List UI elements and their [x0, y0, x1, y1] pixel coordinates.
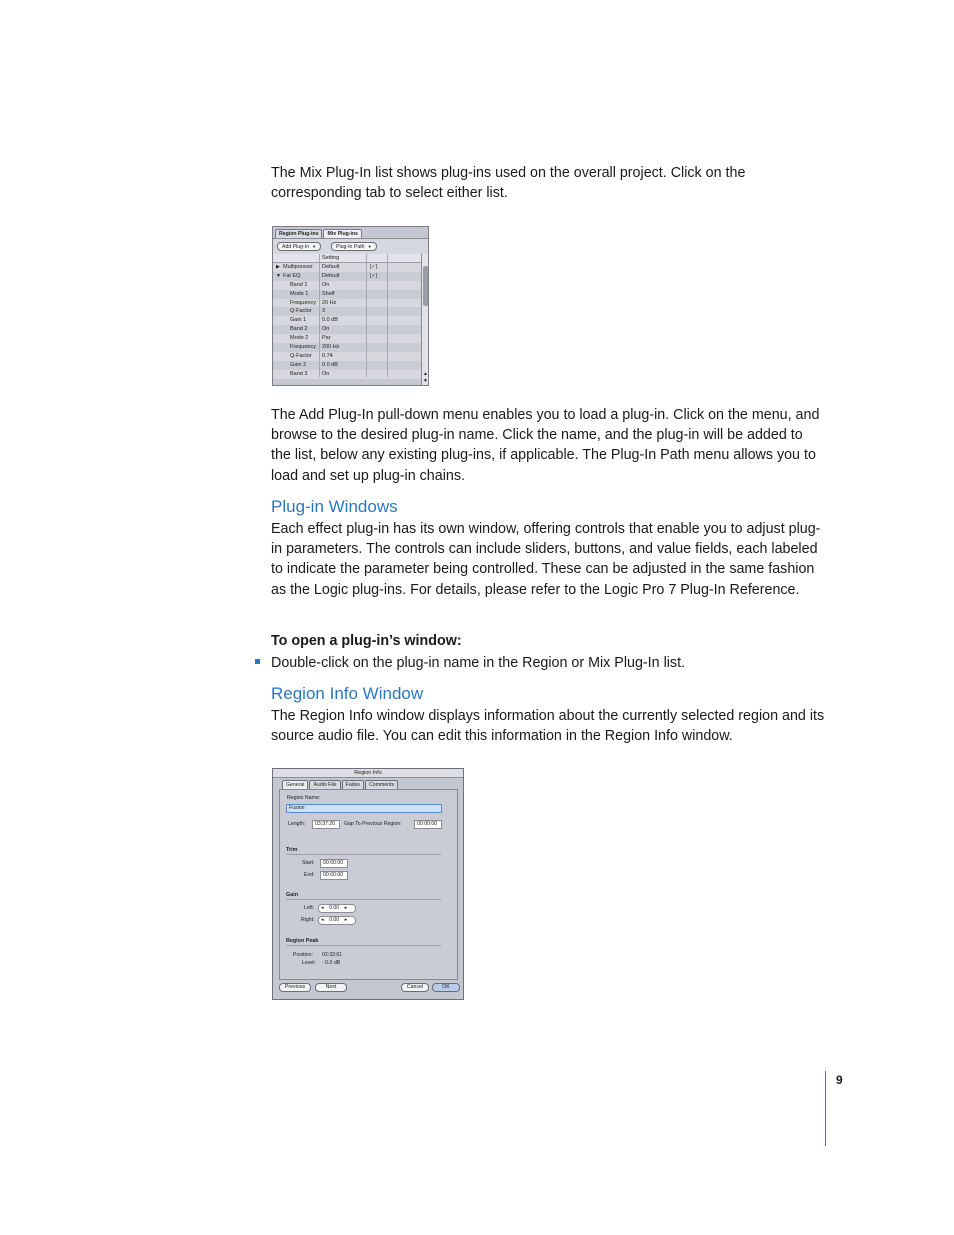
general-panel [279, 789, 458, 980]
scroll-thumb[interactable] [423, 266, 428, 306]
gap-label: Gap To Previous Region: [344, 821, 402, 827]
row-name: Gain 1 [290, 317, 307, 324]
table-row[interactable] [273, 325, 421, 334]
row-value: 20 Hz [322, 299, 337, 306]
gap-field[interactable]: 00:00:00 [414, 820, 442, 829]
tab-general[interactable]: General [282, 780, 308, 789]
table-row[interactable] [273, 352, 421, 361]
table-row[interactable] [273, 299, 421, 308]
page-number: 9 [836, 1073, 843, 1087]
scroll-up-icon[interactable]: ▲ [423, 371, 428, 377]
row-value: 0.0 dB [322, 317, 338, 324]
add-plugin-label: Add Plug-In [282, 244, 310, 250]
table-row[interactable] [273, 361, 421, 370]
plugin-path-label: Plug-In Path [336, 244, 365, 250]
length-field[interactable]: 03:37:20 [312, 820, 340, 829]
trim-heading: Trim [286, 847, 441, 855]
row-value: 0.74 [322, 352, 333, 359]
right-gain-label: Right: [301, 917, 315, 923]
row-name: Multipressor [283, 264, 313, 270]
plugin-list-tabs [275, 229, 363, 238]
row-name: Band 2 [290, 326, 308, 333]
disclosure-triangle-icon[interactable]: ▼ [276, 272, 281, 279]
row-name: Frequency [290, 344, 316, 351]
row-name: Q-Factor [290, 352, 312, 359]
table-row[interactable] [273, 343, 421, 352]
row-value: Default [322, 264, 340, 270]
row-value: Shelf [322, 290, 335, 297]
table-row[interactable] [273, 307, 421, 316]
region-info-heading: Region Info Window [271, 684, 424, 703]
plugin-path-popup[interactable] [331, 242, 377, 251]
row-name: Q-Factor [290, 308, 312, 315]
region-peak-heading: Region Peak [286, 938, 441, 946]
level-value: - 0.0 dB [322, 960, 341, 966]
table-header [273, 254, 421, 263]
page-rule [825, 1071, 826, 1146]
plugin-list-scrollbar[interactable] [421, 254, 429, 385]
row-name: Frequency [290, 299, 316, 306]
ok-button[interactable]: OK [432, 983, 460, 992]
row-value: On [322, 326, 330, 333]
table-row[interactable] [273, 316, 421, 325]
row-name: Band 1 [290, 281, 308, 288]
left-gain-label: Left: [304, 905, 315, 911]
region-name-label: Region Name: [287, 795, 321, 801]
plugin-windows-paragraph: Each effect plug-in has its own window, offering controls that enable you to adjust plug-in parameters. The controls can include sliders, buttons, and value fields, each labeled to indicate the parameter being controlled. These can be adjusted in the same fashion as the Logic plug-ins. For details, please refer to the Logic Pro 7 Plug-In Reference. [271, 521, 821, 598]
left-gain-stepper[interactable] [318, 904, 356, 913]
row-name: Gain 2 [290, 361, 307, 368]
tab-audio-file[interactable]: Audio File [309, 780, 340, 789]
chevron-down-icon: ▼ [367, 244, 372, 249]
row-name: Band 3 [290, 370, 308, 377]
add-plugin-paragraph: The Add Plug-In pull-down menu enables you to load a plug-in. Click on the menu, and browse to the desired plug-in name. Click the name, and the plug-in will be added to the list, below any existing plug-ins, if applicable. The Plug-In Path menu allows you to load and set up plug-in chains. [271, 407, 820, 484]
row-name: Fat EQ [283, 272, 301, 279]
cancel-button[interactable]: Cancel [401, 983, 429, 992]
increment-icon[interactable]: ▸ [344, 905, 348, 911]
setting-column-header: Setting [322, 255, 340, 261]
scroll-down-icon[interactable]: ▼ [423, 378, 428, 384]
task-label: To open a plug-in’s window: [271, 633, 462, 649]
disclosure-triangle-icon[interactable]: ▶ [276, 264, 280, 270]
next-button[interactable]: Next [315, 983, 347, 992]
end-label: End: [304, 872, 315, 878]
table-row[interactable] [273, 334, 421, 343]
plugin-windows-heading: Plug-in Windows [271, 497, 398, 516]
plugin-table [273, 254, 421, 379]
row-value: 0.0 dB [322, 361, 338, 368]
table-row[interactable] [273, 370, 421, 379]
tab-fades[interactable]: Fades [342, 780, 364, 789]
row-value: Default [322, 272, 340, 279]
previous-button[interactable]: Previous [279, 983, 311, 992]
end-field[interactable]: 00:00:00 [320, 871, 348, 880]
region-info-tabs [282, 780, 399, 789]
bullet-text: Double-click on the plug-in name in the Region or Mix Plug-In list. [271, 655, 686, 671]
row-value: On [322, 281, 330, 288]
plugin-toolbar [273, 238, 429, 255]
level-label: Level: [302, 960, 316, 966]
right-gain-stepper[interactable] [318, 916, 356, 925]
increment-icon[interactable]: ▸ [344, 917, 348, 923]
table-row[interactable] [273, 290, 421, 299]
checkbox-icon[interactable]: [✓] [370, 272, 377, 279]
region-name-input[interactable]: Fusion [286, 804, 442, 813]
intro-paragraph: The Mix Plug-In list shows plug-ins used on the overall project. Click on the corresponding tab to select either list. [271, 165, 746, 202]
length-label: Length: [288, 821, 306, 827]
decrement-icon[interactable]: ◂ [321, 917, 324, 923]
left-gain-value: 0.00 [329, 905, 340, 911]
row-value: Par [322, 335, 331, 342]
table-row[interactable] [273, 281, 421, 290]
right-gain-value: 0.00 [329, 917, 340, 923]
start-field[interactable]: 00:00:00 [320, 859, 348, 868]
region-info-paragraph: The Region Info window displays information about the currently selected region and its source audio file. You can edit this information in the Region Info window. [271, 708, 825, 745]
row-value: 3 [322, 308, 326, 315]
tab-region-plugins[interactable]: Region Plug-ins [275, 229, 322, 238]
row-name: Mode 2 [290, 335, 309, 342]
chevron-down-icon: ▼ [312, 244, 317, 249]
row-value: On [322, 370, 330, 377]
add-plugin-popup[interactable] [277, 242, 321, 251]
row-value: 200 Hz [322, 344, 340, 351]
position-label: Position: [293, 952, 313, 958]
gain-heading: Gain [286, 892, 441, 900]
checkbox-icon[interactable]: [✓] [370, 264, 377, 270]
table-row[interactable] [273, 272, 421, 281]
window-title: Region Info [273, 769, 463, 778]
start-label: Start: [302, 860, 315, 866]
region-info-screenshot [272, 768, 464, 1000]
table-row[interactable] [273, 263, 421, 272]
position-value: 02:32:61 [322, 952, 343, 958]
row-name: Mode 1 [290, 290, 309, 297]
plugin-list-screenshot [272, 226, 429, 386]
tab-comments[interactable]: Comments [365, 780, 398, 789]
decrement-icon[interactable]: ◂ [321, 905, 324, 911]
tab-mix-plugins[interactable]: Mix Plug-ins [323, 229, 362, 238]
bullet-icon [255, 659, 260, 664]
